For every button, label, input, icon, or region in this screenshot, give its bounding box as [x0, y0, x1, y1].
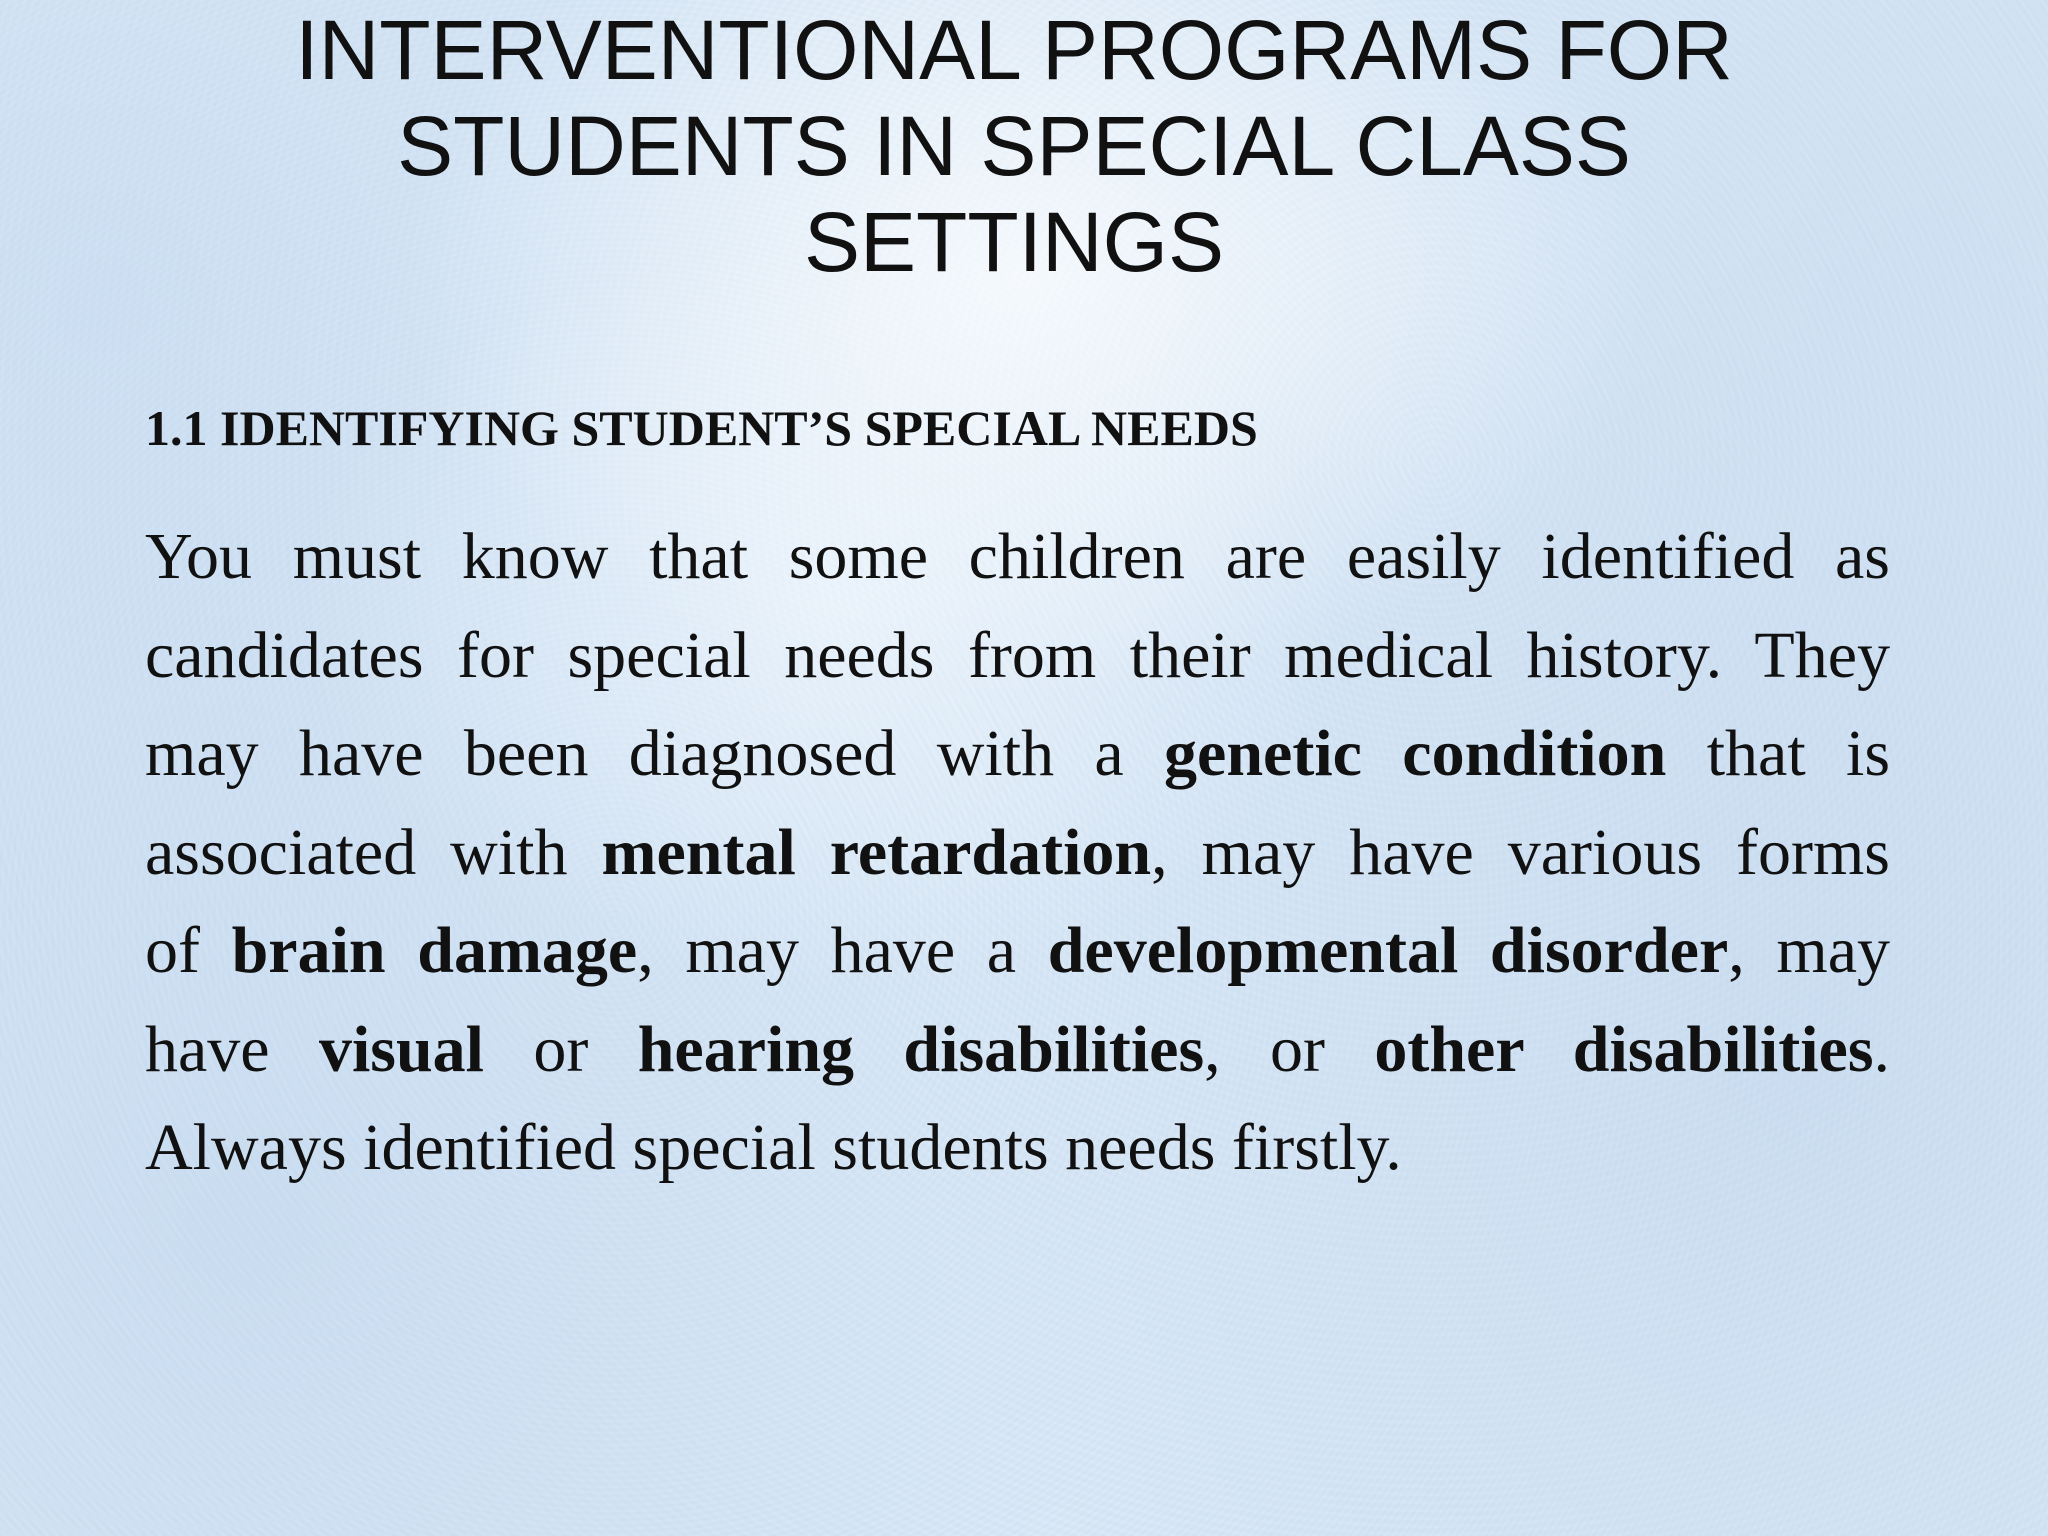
text-run: candidates for special needs from their medical history. They	[145, 618, 1890, 692]
paragraph-line	[145, 508, 1890, 607]
text-run: , or	[1204, 1012, 1375, 1086]
paragraph-line	[145, 1001, 1890, 1100]
bold-term-mental-retardation: mental retardation	[601, 815, 1152, 889]
paragraph-line	[145, 1099, 1890, 1198]
text-run: have	[145, 1012, 319, 1086]
text-run: , may	[1728, 914, 1890, 987]
text-run: , may have a	[637, 914, 1048, 987]
bold-term-hearing-disabilities: hearing disabilities	[637, 1012, 1205, 1086]
text-run: .	[1873, 1012, 1891, 1086]
text-run: You must know that some children are easily identified as	[145, 520, 1890, 593]
slide-title-line: INTERVENTIONAL PROGRAMS FOR	[295, 3, 1733, 97]
bold-term-developmental-disorder: developmental disorder	[1047, 914, 1729, 987]
paragraph-line	[145, 705, 1890, 804]
text-run: or	[484, 1012, 638, 1086]
text-run: , may have various forms	[1151, 815, 1890, 889]
text-run: of	[145, 914, 232, 987]
paragraph-line	[145, 607, 1890, 706]
text-run: Always identified special students needs firstly.	[145, 1111, 1402, 1184]
bold-term-brain-damage: brain damage	[231, 914, 638, 987]
paragraph-line	[145, 902, 1890, 1001]
body-paragraph	[145, 508, 1890, 1198]
slide-title	[180, 2, 1848, 290]
text-run: associated with	[145, 815, 602, 889]
bold-term-visual: visual	[318, 1012, 485, 1086]
bold-term-genetic-condition: genetic condition	[1164, 717, 1667, 790]
text-run: that is	[1666, 717, 1891, 790]
text-run: may have been diagnosed with a	[145, 717, 1165, 790]
section-heading: 1.1 IDENTIFYING STUDENT’S SPECIAL NEEDS	[145, 400, 1258, 456]
bold-term-other-disabilities: other disabilities	[1374, 1012, 1874, 1086]
slide-title-line: STUDENTS IN SPECIAL CLASS	[397, 99, 1631, 193]
paragraph-line	[145, 804, 1890, 903]
slide-title-line: SETTINGS	[803, 195, 1225, 289]
